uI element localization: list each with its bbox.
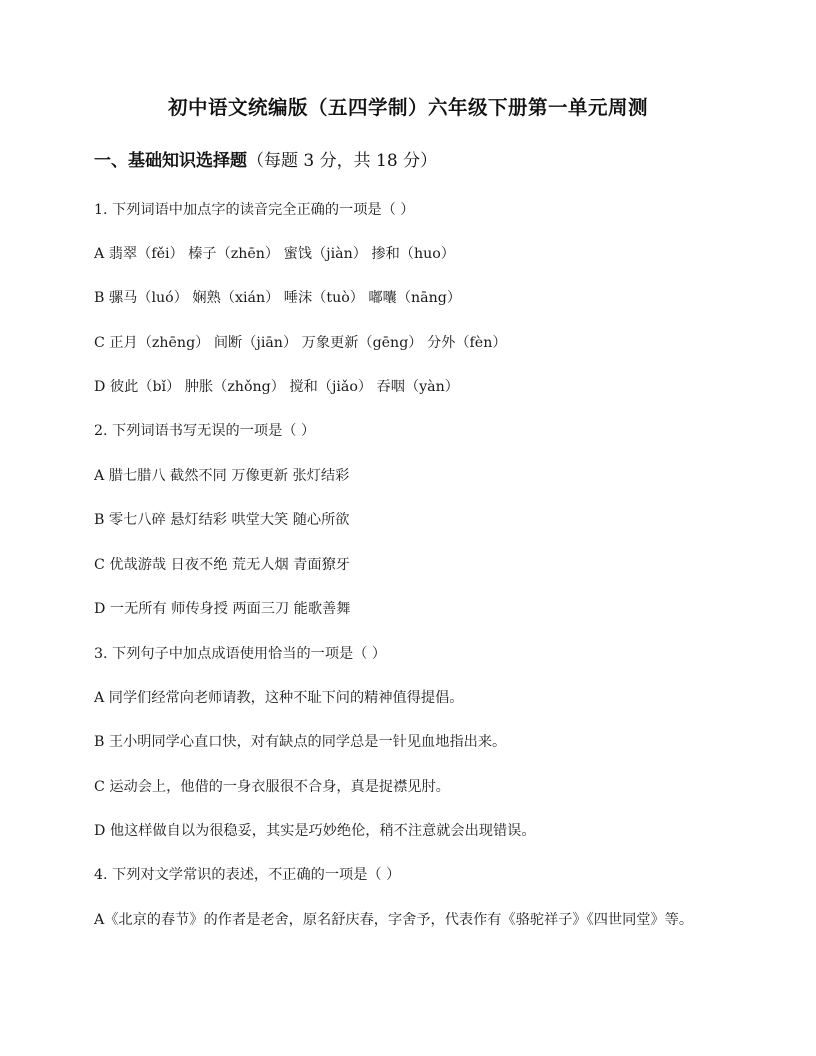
question-1-option-a: A 翡翠（fěi） 榛子（zhēn） 蜜饯（jiàn） 掺和（huo） <box>94 246 455 262</box>
section-heading <box>94 148 437 174</box>
question-1-option-c: C 正月（zhēng） 间断（jiān） 万象更新（gēng） 分外（fèn） <box>94 335 507 351</box>
question-2-option-c: C 优哉游哉 日夜不绝 荒无人烟 青面獠牙 <box>94 557 350 573</box>
document-title: 初中语文统编版（五四学制）六年级下册第一单元周测 <box>167 96 648 119</box>
question-2-option-d: D 一无所有 师传身授 两面三刀 能歌善舞 <box>94 601 351 617</box>
question-2-option-b: B 零七八碎 悬灯结彩 哄堂大笑 随心所欲 <box>94 512 350 528</box>
question-1-option-b: B 骡马（luó） 娴熟（xián） 唾沫（tuò） 嘟囔（nāng） <box>94 290 462 306</box>
question-3-option-b: B 王小明同学心直口快，对有缺点的同学总是一针见血地指出来。 <box>94 734 507 750</box>
question-3-option-a: A 同学们经常向老师请教，这种不耻下问的精神值得提倡。 <box>94 690 464 706</box>
question-2-stem: 2. 下列词语书写无误的一项是（ ） <box>94 423 316 439</box>
section-score-note: （每题 3 分，共 18 分） <box>247 151 438 171</box>
section-heading-text: 一、基础知识选择题 <box>94 151 247 171</box>
question-1-stem: 1. 下列词语中加点字的读音完全正确的一项是（ ） <box>94 202 415 218</box>
question-4-stem: 4. 下列对文学常识的表述，不正确的一项是（ ） <box>94 867 401 883</box>
question-2-option-a: A 腊七腊八 截然不同 万像更新 张灯结彩 <box>94 468 350 484</box>
question-3-option-c: C 运动会上，他借的一身衣服很不合身，真是捉襟见肘。 <box>94 779 450 795</box>
question-1-option-d: D 彼此（bǐ） 肿胀（zhǒng） 搅和（jiǎo） 吞咽（yàn） <box>94 379 459 395</box>
question-3-option-d: D 他这样做自以为很稳妥，其实是巧妙绝伦，稍不注意就会出现错误。 <box>94 823 536 839</box>
question-3-stem: 3. 下列句子中加点成语使用恰当的一项是（ ） <box>94 646 387 662</box>
question-4-option-a: A《北京的春节》的作者是老舍，原名舒庆春，字舍予，代表作有《骆驼祥子》《四世同堂》等。 <box>94 912 694 928</box>
